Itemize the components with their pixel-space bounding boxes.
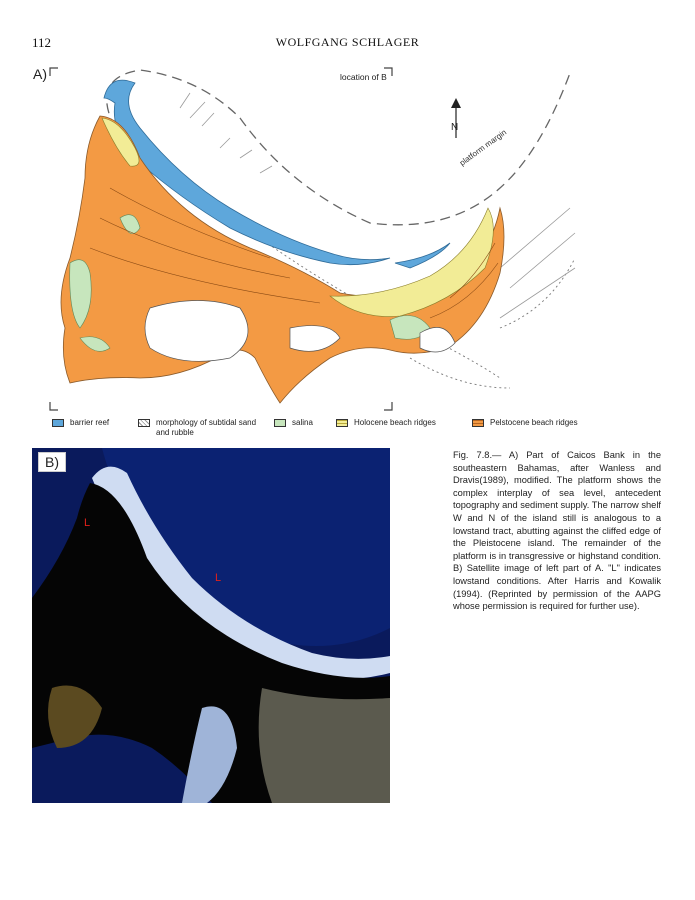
legend-label: Holocene beach ridges: [354, 418, 436, 427]
subtidal-sand-traces: [500, 208, 575, 318]
panel-label-b: B): [38, 452, 66, 472]
caicos-bank-map: [30, 58, 590, 416]
pleistocene-swatch: [472, 419, 484, 427]
interior-lagoon-west: [145, 301, 248, 362]
panel-label-a: A): [33, 66, 47, 82]
location-of-b-label: location of B: [340, 72, 387, 82]
legend-label: morphology of subtidal sand and rubble: [156, 418, 257, 437]
platform-margin-label: platform margin: [457, 127, 509, 168]
legend-item-holocene: [336, 418, 436, 428]
sand-rubble-swatch: [138, 419, 150, 427]
north-label: N: [451, 122, 459, 133]
dotted-shoal-line-south: [410, 358, 510, 388]
legend-label: Pelstocene beach ridges: [490, 418, 578, 427]
barrier-reef-swatch: [52, 419, 64, 427]
map-legend: [52, 418, 652, 440]
sand-rubble-hatching: [180, 93, 272, 173]
legend-label: barrier reef: [70, 418, 110, 427]
running-header-author: WOLFGANG SCHLAGER: [275, 35, 420, 49]
north-arrow: [451, 98, 461, 138]
holocene-swatch: [336, 419, 348, 427]
barrier-reef-region-east: [395, 243, 450, 268]
legend-item-sand-rubble: [138, 418, 278, 438]
satellite-image: [32, 448, 390, 803]
developed-area: [259, 688, 390, 803]
satellite-scene: [32, 448, 390, 803]
legend-item-barrier-reef: [52, 418, 109, 428]
figure-caption: Fig. 7.8.— A) Part of Caicos Bank in the southeastern Bahamas, after Wanless and Dravis(1989), modified. The platform shows the complex interplay of sea level, antecedent topography and sediment supply. The narrow shelf W and N of the island still is analogous to a lowstand tract, abutting against the cliffed edge of the Pleistocene island. The remainder of the platform is in transgressive or highstand condition. B) Satellite image of left part of A. "L" indicates lowstand conditions. After Harris and Kowalik (1994). (Reprinted by permission of the AAPG whose permission is required for further use).: [453, 450, 661, 612]
lowstand-marker-west: L: [84, 517, 91, 529]
legend-item-pleistocene: [472, 418, 578, 428]
salina-swatch: [274, 419, 286, 427]
legend-item-salina: [274, 418, 313, 428]
page-number: 112: [32, 35, 52, 50]
lowstand-marker-north: L: [215, 572, 222, 584]
legend-label: salina: [292, 418, 313, 427]
